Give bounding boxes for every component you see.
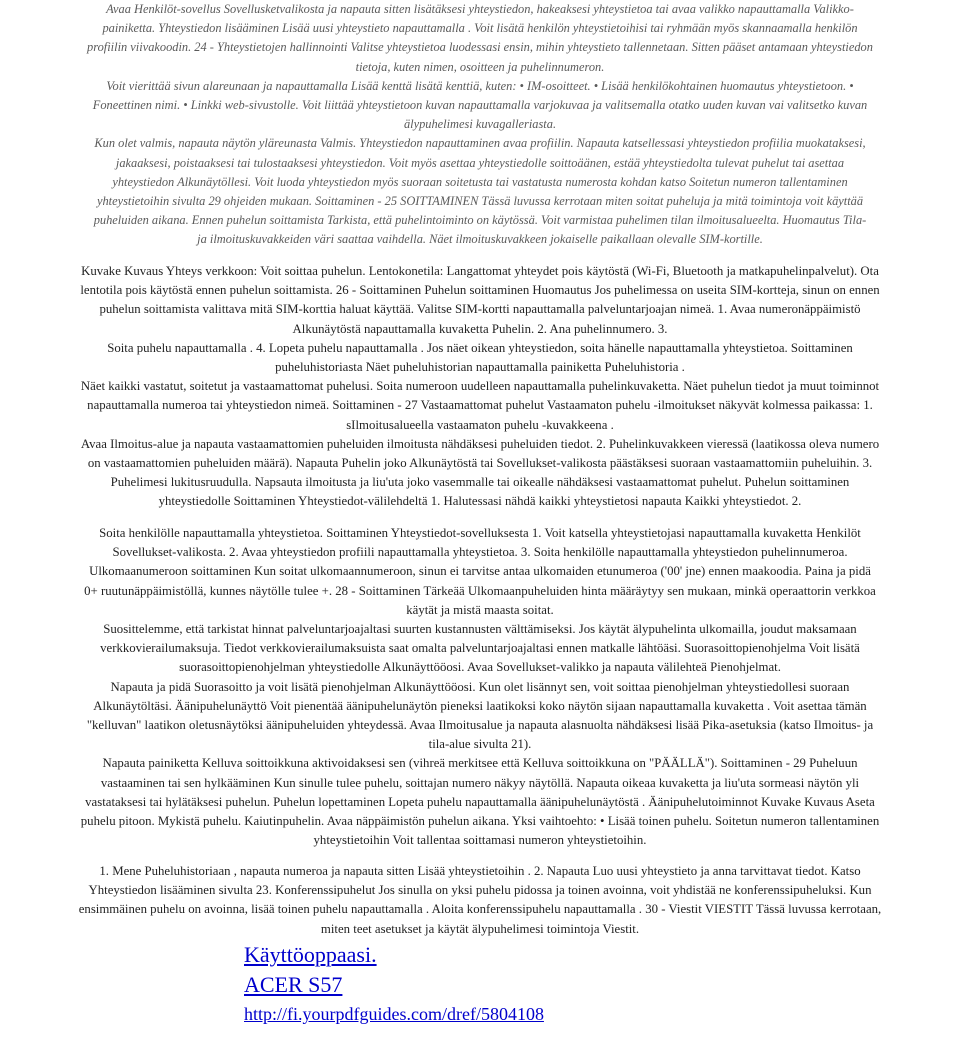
text-line: profiilin viivakoodin. 24 - Yhteystietojen hallinnointi Valitse yhteystietoa luodessasi ensin, mihin yhteystieto tallennetaan. Sitten pääset antamaan yhteystiedon <box>87 40 873 55</box>
text-line: 0+ ruutunäppäimistöllä, kunnes näytölle tulee +. 28 - Soittaminen Tärkeää Ulkomaanpuheluiden hinta määräytyy sen mukaan, minkä operaattorin verkkoa <box>84 583 876 598</box>
text-line: sIlmoitusalueella vastaamaton puhelu -kuvakkeena . <box>346 417 614 432</box>
text-line: 1. Mene Puheluhistoriaan , napauta numeroa ja napauta sitten Lisää yhteystietoihin . 2. Napauta Luo uusi yhteystieto ja anna tarvittavat tiedot. Katso <box>99 864 861 878</box>
text-line: puhelu pitoon. Mykistä puhelu. Kaiutinpuhelin. Avaa näppäimistön puhelun aikana. Yksi vaihtoehto: • Lisää toinen puhelu. Soitetun numeron tallentaminen <box>80 814 880 829</box>
text-line: Näet kaikki vastatut, soitetut ja vastaamattomat puhelusi. Soita numeroon uudelleen napauttamalla puhelinkuvaketta. Näet puhelun tiedot ja muut toiminnot <box>80 379 880 394</box>
guide-links <box>244 940 544 1028</box>
calls-section-1 <box>0 262 960 512</box>
text-line: yhteystiedon Alkunäytöllesi. Voit luoda yhteystiedon myös suoraan soitetusta tai vastatusta numerosta kohdan katso Soitetun numeron tallentaminen <box>112 174 848 189</box>
text-line: Avaa Henkilöt-sovellus Sovellusketvalikosta ja napauta sitten lisätäksesi yhteystiedon, hakeaksesi yhteystietoa tai avaa valikko napauttamalla Valikko- <box>106 2 854 16</box>
text-line: Napauta painiketta Kelluva soittoikkuna aktivoidaksesi sen (vihreä merkitsee että Kelluva soittoikkuna on "PÄÄLLÄ"). Soittaminen - 29 Puheluun <box>102 756 858 771</box>
text-line: on vastaamattomien puheluiden määrä). Napauta Puhelin joko Alkunäytöstä tai Sovellukset-valikosta päästäksesi suoraan vastaamattomiin puheluihin. 3. <box>87 456 873 471</box>
text-line: Alkunäytöstä napauttamalla kuvaketta Puhelin. 2. Ana puhelinnumero. 3. <box>292 321 668 336</box>
text-line: ensimmäinen puhelu on avoinna, lisää toinen puhelu napauttamalla . Aloita konferenssipuhelu napauttamalla . 30 - Viestit VIESTIT Tässä luvussa kerrotaan, <box>78 902 882 917</box>
model-link[interactable]: ACER S57 <box>244 972 343 997</box>
text-line: Foneettinen nimi. • Linkki web-sivustolle. Voit liittää yhteystietoon kuvan napauttamalla varjokuvaa ja valitsemalla otatko uuden kuvan vai valitsetko kuvan <box>92 98 868 113</box>
text-line: Soita puhelu napauttamalla . 4. Lopeta puhelu napauttamalla . Jos näet oikean yhteystiedon, soita hänelle napauttamalla yhteystietoa. Soittaminen <box>107 340 853 355</box>
calls-section-2 <box>0 524 960 850</box>
url-link[interactable]: http://fi.yourpdfguides.com/dref/5804108 <box>244 1004 544 1024</box>
text-line: käytät ja mistä maasta soitat. <box>406 602 554 617</box>
text-line: Yhteystiedon lisääminen sivulta 23. Konferenssipuhelut Jos sinulla on yksi puhelu pidossa ja toinen avoinna, voit yhdistää ne konferenssipuheluksi. Kun <box>88 883 872 898</box>
text-line: verkkovierailumaksuja. Tiedot verkkovierailumaksuista saat omalta palveluntarjoajaltasi ennen matkalle lähtöäsi. Suorasoittopienohjelma Voit lisätä <box>100 641 860 656</box>
text-line: suorasoittopienohjelman yhteystiedolle Alkunäyttööosi. Avaa Sovellukset-valikko ja napauta välilehteä Pienohjelmat. <box>179 660 781 675</box>
text-line: tila-alue sivulta 21). <box>428 737 532 752</box>
text-line: yhteystietoihin sivulta 29 ohjeiden mukaan. Soittaminen - 25 SOITTAMINEN Tässä luvussa kerrotaan miten soitat puheluja ja mitä toimintoja voit käyttää <box>96 194 864 209</box>
text-line: yhteystietoihin Voit tallentaa soittamasi numeron yhteystietoihin. <box>313 833 647 848</box>
text-line: Napauta ja pidä Suorasoitto ja voit lisätä pienohjelman Alkunäyttööosi. Kun olet lisännyt sen, voit soittaa pienohjelman yhteystiedollesi suoraan <box>110 679 850 694</box>
text-line: ja ilmoituskuvakkeiden väri saattaa vaihdella. Näet ilmoituskuvakkeen jokaiselle paikallaan olevalle SIM-kortille. <box>197 232 763 247</box>
text-line: lentotila pois käytöstä ennen puhelun soittamista. 26 - Soittaminen Puhelun soittaminen Huomautus Jos puhelimessa on useita SIM-kortteja, sinun on ennen <box>80 283 880 298</box>
text-line: puheluhistoriasta Näet puheluhistorian napauttamalla painiketta Puheluhistoria . <box>275 360 685 375</box>
text-line: Suosittelemme, että tarkistat hinnat palveluntarjoajaltasi suurten kustannusten välttämiseksi. Jos käytät älypuhelinta ulkomailla, joudut maksamaan <box>103 622 857 637</box>
text-line: painiketta. Yhteystiedon lisääminen Lisää uusi yhteystieto napauttamalla . Voit lisätä henkilön yhteystietoihisi tai ryhmään myös skannaamalla henkilön <box>102 21 858 36</box>
text-line: yhteystiedolle Soittaminen Yhteystiedot-välilehdeltä 1. Halutessasi nähdä kaikki yhteystietosi napauta Kaikki yhteystiedot. 2. <box>158 494 802 509</box>
text-line: Soita henkilölle napauttamalla yhteystietoa. Soittaminen Yhteystiedot-sovelluksesta 1. Voit katsella yhteystietojasi napauttamalla kuvaketta Henkilöt <box>99 526 861 540</box>
text-line: Kun olet valmis, napauta näytön yläreunasta Valmis. Yhteystiedon napauttaminen avaa profiilin. Napauta katsellessasi yhteystiedon profiilia muokataksesi, <box>94 136 866 151</box>
text-line: "kelluvan" laatikon oletusnäytöksi äänipuheluiden yhteydessä. Avaa Ilmoitusalue ja napauta alasnuolta nähdäksesi lisää Pika-asetuksia (katso Ilmoitus- ja <box>86 718 874 733</box>
text-line: Puhelimesi lukitusruudulla. Napsauta ilmoitusta ja liu'uta joko vasemmalle tai oikealle nähdäksesi vastaamattomat puhelut. Puhelun soittaminen <box>110 475 850 490</box>
text-line: Sovellukset-valikosta. 2. Avaa yhteystiedon profiili napauttamalla yhteystietoa. 3. Soita henkilölle napauttamalla yhteystiedon puhelinnumeroa. <box>112 545 848 560</box>
text-line: älypuhelimesi kuvagalleriasta. <box>403 117 557 132</box>
text-line: miten teet asetukset ja käytät älypuhelimesi toimintoja Viestit. <box>320 921 640 936</box>
text-line: Voit vierittää sivun alareunaan ja napauttamalla Lisää kenttä lisätä kenttiä, kuten: • IM-osoitteet. • Lisää henkilökohtainen huomautus yhteystietoon. • <box>106 78 854 93</box>
guide-title-link[interactable]: Käyttöoppaasi. <box>244 942 377 967</box>
calls-section-3 <box>0 862 960 939</box>
text-line: puhelun soittamista valittava mitä SIM-korttia haluat käyttää. Valitse SIM-kortti napauttamalla palveluntarjoajan nimeä. 1. Avaa numeronäppäimistö <box>99 302 861 317</box>
text-line: jakaaksesi, poistaaksesi tai tulostaaksesi yhteystiedon. Voit myös asettaa yhteystiedolle soittoäänen, estää yhteystiedolta tulevat puhelut tai asettaa <box>115 155 845 170</box>
text-line: vastataksesi tai hylätäksesi puhelun. Puhelun lopettaminen Lopeta puhelu napauttamalla äänipuhelunäytöstä . Äänipuhelutoiminnot Kuvake Kuvaus Aseta <box>85 794 875 809</box>
text-line: Avaa Ilmoitus-alue ja napauta vastaamattomien puheluiden ilmoitusta nähdäksesi puheluiden tiedot. 2. Puhelinkuvakkeen vieressä (laatikossa oleva numero <box>80 436 880 451</box>
intro-text-block <box>0 0 960 250</box>
text-line: puheluiden aikana. Ennen puhelun soittamista Tarkista, että puhelintoiminto on käytössä. Voit varmistaa puhelimen tilan ilmoitusalueelta. Huomautus Tila- <box>93 213 867 228</box>
text-line: Kuvake Kuvaus Yhteys verkkoon: Voit soittaa puhelun. Lentokonetila: Langattomat yhteydet pois käytöstä (Wi-Fi, Bluetooth ja matkapuhelinpalvelut). Ota <box>81 264 879 278</box>
text-line: Ulkomaanumeroon soittaminen Kun soitat ulkomaannumeroon, sinun ei tarvitse antaa ulkomaiden etunumeroa ('00' jne) ennen maakoodia. Paina ja pidä <box>89 564 871 579</box>
text-line: tietoja, kuten nimen, osoitteen ja puhelinnumeron. <box>355 59 605 74</box>
text-line: Alkunäytöltäsi. Äänipuhelunäyttö Voit pienentää äänipuhelunäytön pieneksi laatikoksi koko näytön sijaan napauttamalla kuvaketta . Voit asettaa tämän <box>93 698 867 713</box>
text-line: vastaaminen tai sen hylkääminen Kun sinulle tulee puhelu, soittajan numero näkyy näytöllä. Napauta oikeaa kuvaketta ja liu'uta sormeasi näytön yli <box>100 775 860 790</box>
text-line: napauttamalla numeroa tai yhteystiedon nimeä. Soittaminen - 27 Vastaamattomat puhelut Vastaamaton puhelu -ilmoitukset näkyvät kolmessa paikassa: 1. <box>87 398 873 413</box>
